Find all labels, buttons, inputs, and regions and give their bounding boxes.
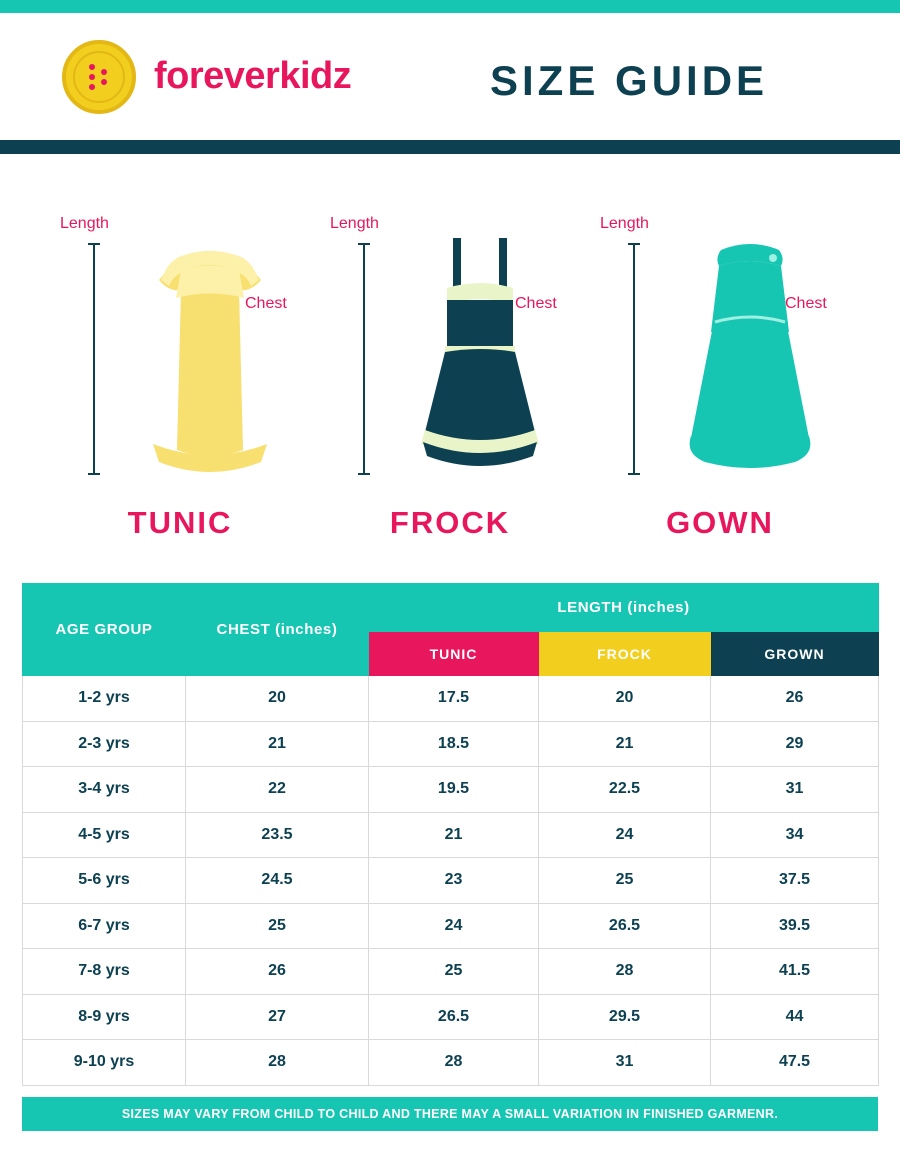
cell-age: 4-5 yrs	[23, 812, 186, 858]
cell-chest: 24.5	[186, 858, 369, 904]
table-row	[23, 812, 879, 858]
header-divider	[0, 140, 900, 154]
brand-name: foreverkidz	[154, 55, 352, 97]
header-length: LENGTH (inches)	[369, 584, 879, 632]
cell-age: 6-7 yrs	[23, 903, 186, 949]
cell-age: 5-6 yrs	[23, 858, 186, 904]
cell-grown: 37.5	[711, 858, 879, 904]
table-row	[23, 858, 879, 904]
brand-lockup	[62, 40, 351, 114]
cell-tunic: 23	[369, 858, 539, 904]
cell-tunic: 17.5	[369, 676, 539, 722]
header-age-group: AGE GROUP	[23, 584, 186, 676]
chest-label-tunic: Chest	[245, 295, 287, 312]
cell-chest: 26	[186, 949, 369, 995]
cell-grown: 29	[711, 721, 879, 767]
cell-chest: 27	[186, 994, 369, 1040]
table-row	[23, 903, 879, 949]
button-icon	[62, 40, 136, 114]
garment-name-gown: GOWN	[666, 505, 774, 540]
length-measure-line-gown	[633, 243, 635, 475]
cell-grown: 41.5	[711, 949, 879, 995]
cell-grown: 39.5	[711, 903, 879, 949]
top-accent-bar	[0, 0, 900, 13]
cell-frock: 26.5	[539, 903, 711, 949]
page-header	[0, 13, 900, 140]
cell-chest: 22	[186, 767, 369, 813]
cell-chest: 21	[186, 721, 369, 767]
subheader-grown: GROWN	[711, 632, 879, 676]
cell-frock: 24	[539, 812, 711, 858]
tunic-dress-icon	[115, 230, 305, 485]
table-row	[23, 949, 879, 995]
cell-tunic: 19.5	[369, 767, 539, 813]
cell-grown: 44	[711, 994, 879, 1040]
cell-age: 2-3 yrs	[23, 721, 186, 767]
cell-age: 3-4 yrs	[23, 767, 186, 813]
cell-tunic: 24	[369, 903, 539, 949]
button-holes-icon	[89, 64, 109, 90]
cell-tunic: 25	[369, 949, 539, 995]
subheader-tunic: TUNIC	[369, 632, 539, 676]
table-row	[23, 721, 879, 767]
table-row	[23, 994, 879, 1040]
cell-grown: 26	[711, 676, 879, 722]
gown-dress-icon	[655, 230, 845, 485]
length-measure-line-tunic	[93, 243, 95, 475]
length-label-frock: Length	[330, 215, 379, 232]
garment-gown	[570, 185, 870, 575]
cell-frock: 31	[539, 1040, 711, 1086]
cell-frock: 22.5	[539, 767, 711, 813]
cell-grown: 31	[711, 767, 879, 813]
frock-dress-icon	[385, 230, 575, 485]
cell-chest: 25	[186, 903, 369, 949]
cell-frock: 20	[539, 676, 711, 722]
length-label-gown: Length	[600, 215, 649, 232]
table-body	[23, 676, 879, 1086]
garment-name-frock: FROCK	[389, 505, 511, 540]
size-table	[22, 583, 879, 1086]
cell-age: 8-9 yrs	[23, 994, 186, 1040]
header-chest: CHEST (inches)	[186, 584, 369, 676]
cell-frock: 28	[539, 949, 711, 995]
length-label-tunic: Length	[60, 215, 109, 232]
garment-name-tunic: TUNIC	[127, 505, 233, 540]
size-table-wrapper	[22, 583, 878, 1086]
length-measure-line-frock	[363, 243, 365, 475]
chest-label-frock: Chest	[515, 295, 557, 312]
garment-frock	[300, 185, 600, 575]
cell-chest: 20	[186, 676, 369, 722]
page-title: SIZE GUIDE	[490, 57, 769, 104]
cell-tunic: 26.5	[369, 994, 539, 1040]
footer-note: SIZES MAY VARY FROM CHILD TO CHILD AND THERE MAY A SMALL VARIATION IN FINISHED GARMENR.	[22, 1097, 878, 1131]
cell-tunic: 18.5	[369, 721, 539, 767]
cell-grown: 34	[711, 812, 879, 858]
cell-frock: 29.5	[539, 994, 711, 1040]
table-row	[23, 767, 879, 813]
cell-age: 1-2 yrs	[23, 676, 186, 722]
cell-frock: 25	[539, 858, 711, 904]
chest-label-gown: Chest	[785, 295, 827, 312]
table-row	[23, 676, 879, 722]
cell-age: 9-10 yrs	[23, 1040, 186, 1086]
cell-age: 7-8 yrs	[23, 949, 186, 995]
garment-illustrations	[0, 185, 900, 575]
bottom-spacer	[0, 1144, 900, 1160]
subheader-frock: FROCK	[539, 632, 711, 676]
cell-frock: 21	[539, 721, 711, 767]
table-row	[23, 1040, 879, 1086]
cell-chest: 28	[186, 1040, 369, 1086]
table-header-row	[23, 584, 879, 632]
garment-tunic	[30, 185, 330, 575]
cell-tunic: 28	[369, 1040, 539, 1086]
cell-tunic: 21	[369, 812, 539, 858]
cell-chest: 23.5	[186, 812, 369, 858]
cell-grown: 47.5	[711, 1040, 879, 1086]
